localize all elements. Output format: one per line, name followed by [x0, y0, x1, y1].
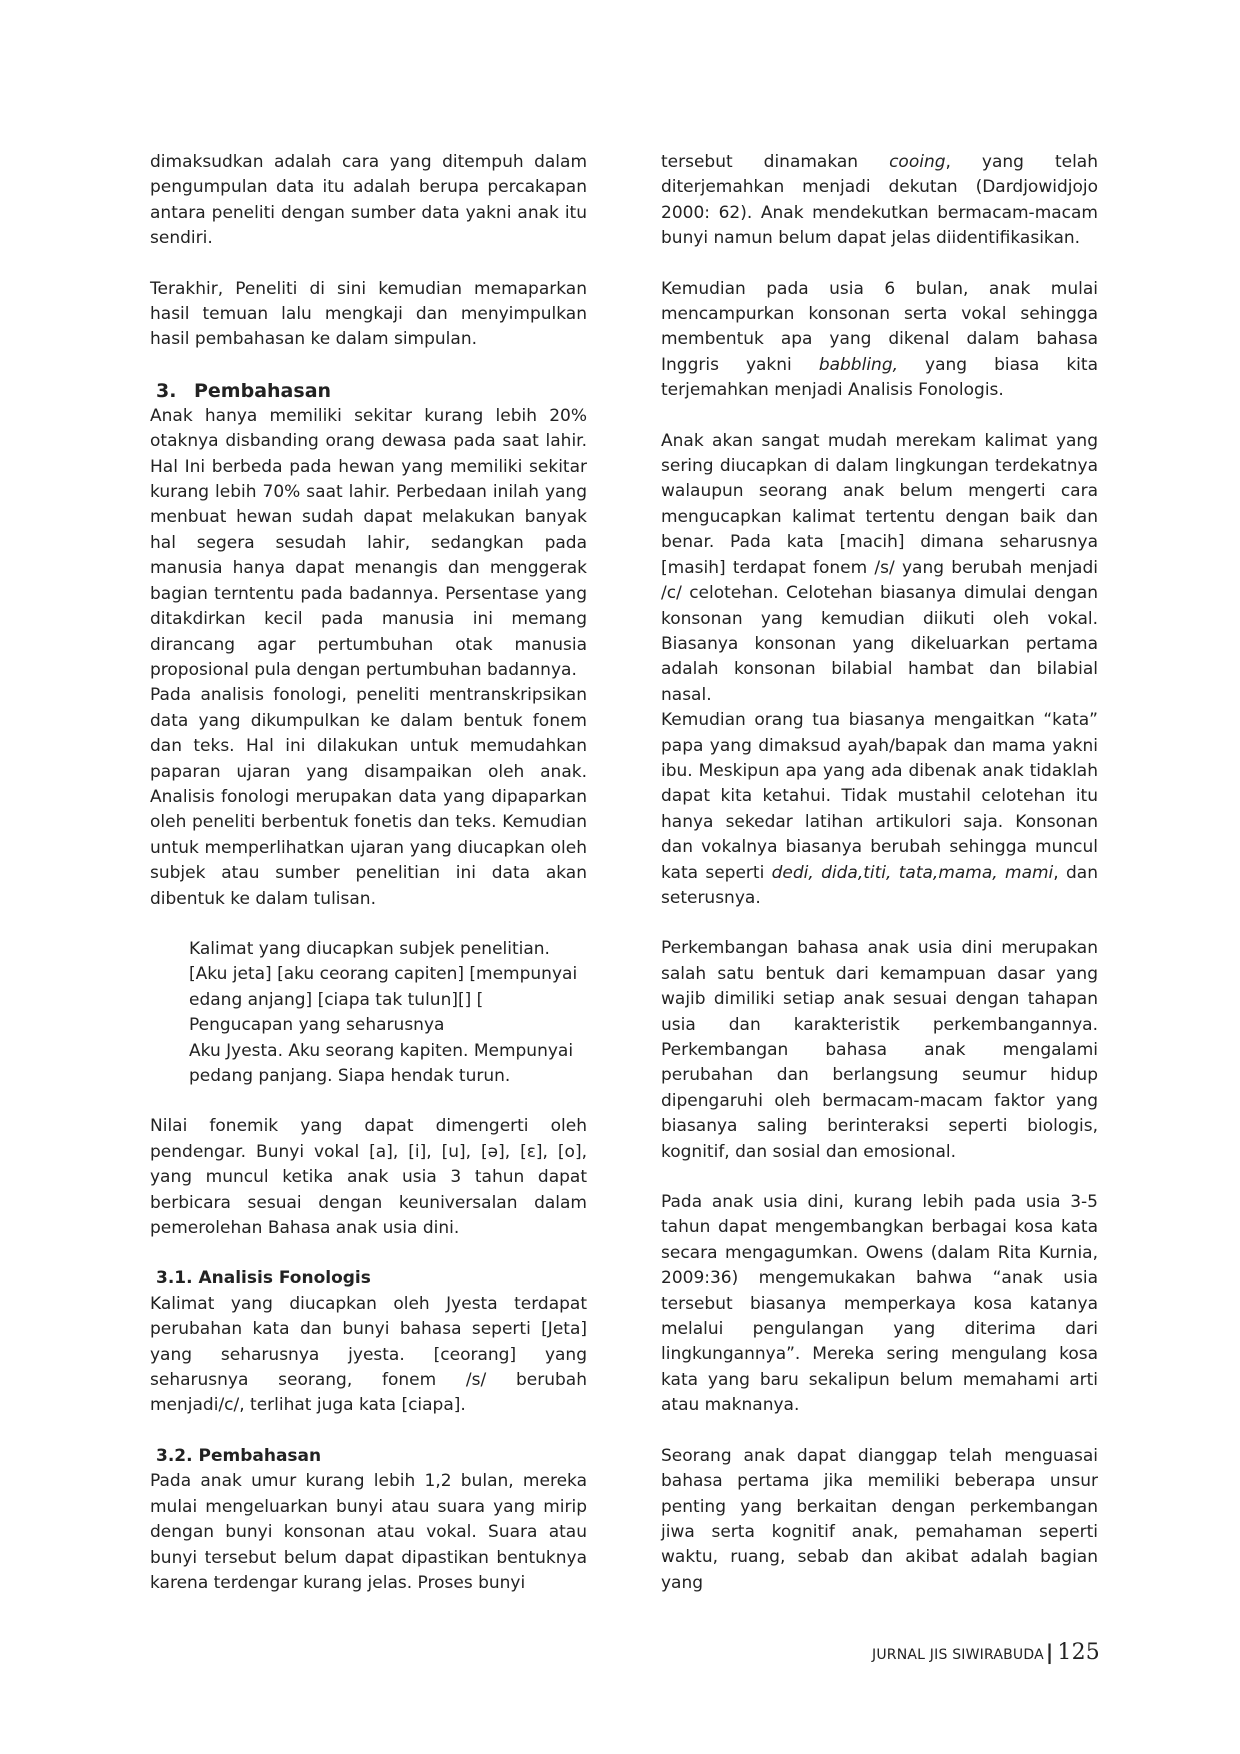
italic-term: babbling, [818, 354, 899, 375]
text-run: , yang telah diterjemahkan menjadi dekutan (Dardjowidjojo 2000: 62). Anak mendekutkan bermacam-macam bunyi namun belum dapat jelas diidentifikasikan. [661, 152, 1098, 249]
section-number: 3. [156, 379, 177, 402]
text-run: , dan seterusnya. [661, 862, 1098, 908]
example-line: edang anjang] [ciapa tak tulun][] [ [189, 989, 484, 1010]
subsection-heading: 3.1. Analisis Fonologis [156, 1268, 371, 1289]
paragraph: Terakhir, Peneliti di sini kemudian memaparkan hasil temuan lalu mengkaji dan menyimpulkan hasil pembahasan ke dalam simpulan. [150, 278, 587, 350]
paragraph: Pada anak umur kurang lebih 1,2 bulan, mereka mulai mengeluarkan bunyi atau suara yang mirip dengan bunyi konsonan atau vokal. Suara atau bunyi tersebut belum dapat dipastikan bentuknya karena terdengar kurang jelas. Proses bunyi [150, 1471, 587, 1593]
example-line: Kalimat yang diucapkan subjek penelitian. [189, 938, 550, 959]
text-run: tersebut dinamakan [661, 152, 890, 172]
text-run: Kemudian pada usia 6 bulan, anak mulai mencampurkan konsonan serta vokal sehingga membentuk apa yang dikenal dalam bahasa Inggris yakni [661, 278, 1098, 375]
page-number: 125 [1057, 1640, 1100, 1665]
section-title: Pembahasan [194, 379, 332, 402]
example-line: pedang panjang. Siapa hendak turun. [189, 1066, 511, 1086]
example-line: Aku Jyesta. Aku seorang kapiten. Mempunyai [189, 1040, 574, 1061]
paragraph: Nilai fonemik yang dapat dimengerti oleh pendengar. Bunyi vokal [a], [i], [u], [ə], [ɛ], [o], yang muncul ketika anak usia 3 tahun dapat berbicara sesuai dengan keuniversalan dalam pemerolehan Bahasa anak usia dini. [150, 1116, 587, 1239]
example-block [189, 937, 587, 1089]
paragraph: Anak akan sangat mudah merekam kalimat yang sering diucapkan di dalam lingkungan terdekatnya walaupun seorang anak belum mengerti cara mengucapkan kalimat tertentu dengan baik dan benar. Pada kata [macih] dimana seharusnya [masih] terdapat fonem /s/ yang berubah menjadi /c/ celotehan. Celotehan biasanya dimulai dengan konsonan yang kemudian diikuti oleh vokal. Biasanya konsonan yang dikeluarkan pertama adalah konsonan bilabial hambat dan bilabial nasal. [661, 430, 1098, 705]
right-column [661, 150, 1098, 1596]
journal-name: JURNAL JIS SIWIRABUDA [872, 1647, 1044, 1663]
paragraph [661, 708, 1098, 911]
paragraph: Kalimat yang diucapkan oleh Jyesta terdapat perubahan kata dan bunyi bahasa seperti [Jeta] yang seharusnya jyesta. [ceorang] yang seharusnya seorang, fonem /s/ berubah menjadi/c/, terlihat juga kata [ciapa]. [150, 1293, 587, 1416]
footer-separator: | [1045, 1640, 1054, 1664]
example-line: Pengucapan yang seharusnya [189, 1015, 445, 1036]
paragraph: Perkembangan bahasa anak usia dini merupakan salah satu bentuk dari kemampuan dasar yang wajib dimiliki setiap anak sesuai dengan tahapan usia dan karakteristik perkembangannya. Perkembangan bahasa anak mengalami perubahan dan berlangsung seumur hidup dipengaruhi oleh bermacam-macam faktor yang biasanya saling berinteraksi seperti biologis, kognitif, dan sosial dan emosional. [661, 938, 1098, 1162]
example-line: [Aku jeta] [aku ceorang capiten] [mempunyai [189, 964, 578, 985]
paragraph: Seorang anak dapat dianggap telah menguasai bahasa pertama jika memiliki beberapa unsur penting yang berkaitan dengan perkembangan jiwa serta kognitif anak, pemahaman seperti waktu, ruang, sebab dan akibat adalah bagian yang [661, 1445, 1098, 1593]
paragraph: Anak hanya memiliki sekitar kurang lebih 20% otaknya disbanding orang dewasa pada saat lahir. Hal Ini berbeda pada hewan yang memiliki sekitar kurang lebih 70% saat lahir. Perbedaan inilah yang menbuat hewan sudah dapat melakukan banyak hal segera sesudah lahir, sedangkan pada manusia hanya dapat menangis dan menggerak bagian terntentu pada badannya. Persentase yang ditakdirkan kecil pada manusia ini memang dirancang agar pertumbuhan otak manusia proposional pula dengan pertumbuhan badannya. [150, 405, 587, 680]
paragraph [661, 277, 1098, 404]
italic-term: cooing [889, 152, 946, 172]
page-footer [860, 1640, 1100, 1665]
text-run: yang biasa kita terjemahkan menjadi Analisis Fonologis. [661, 354, 1098, 401]
italic-term: dedi, dida,titi, tata,mama, mami [771, 862, 1054, 883]
subsection-heading: 3.2. Pembahasan [156, 1445, 322, 1466]
left-column [150, 150, 587, 1596]
paragraph [661, 150, 1098, 252]
paragraph: Pada analisis fonologi, peneliti mentranskripsikan data yang dikumpulkan ke dalam bentuk fonem dan teks. Hal ini dilakukan untuk memudahkan paparan ujaran yang disampaikan oleh anak. Analisis fonologi merupakan data yang dipaparkan oleh peneliti berbentuk fonetis dan teks. Kemudian untuk memperlihatkan ujaran yang diucapkan oleh subjek atau sumber penelitian ini data akan dibentuk ke dalam tulisan. [150, 685, 587, 909]
paragraph: Pada anak usia dini, kurang lebih pada usia 3-5 tahun dapat mengembangkan berbagai kosa kata secara mengagumkan. Owens (dalam Rita Kurnia, 2009:36) mengemukakan bahwa “anak usia tersebut biasanya memperkaya kosa katanya melalui pengulangan yang diterima dari lingkungannya”. Mereka sering mengulang kosa kata yang baru sekalipun belum memahami arti atau maknanya. [661, 1192, 1098, 1416]
text-run: Kemudian orang tua biasanya mengaitkan “kata” papa yang dimaksud ayah/bapak dan mama yakni ibu. Meskipun apa yang ada dibenak anak tidaklah dapat kita ketahui. Tidak mustahil celotehan itu hanya sekedar latihan artikulori saja. Konsonan dan vokalnya biasanya berubah sehingga muncul kata seperti [661, 710, 1098, 883]
paragraph: dimaksudkan adalah cara yang ditempuh dalam pengumpulan data itu adalah berupa percakapan antara peneliti dengan sumber data yakni anak itu sendiri. [150, 152, 587, 249]
section-heading [156, 378, 587, 404]
